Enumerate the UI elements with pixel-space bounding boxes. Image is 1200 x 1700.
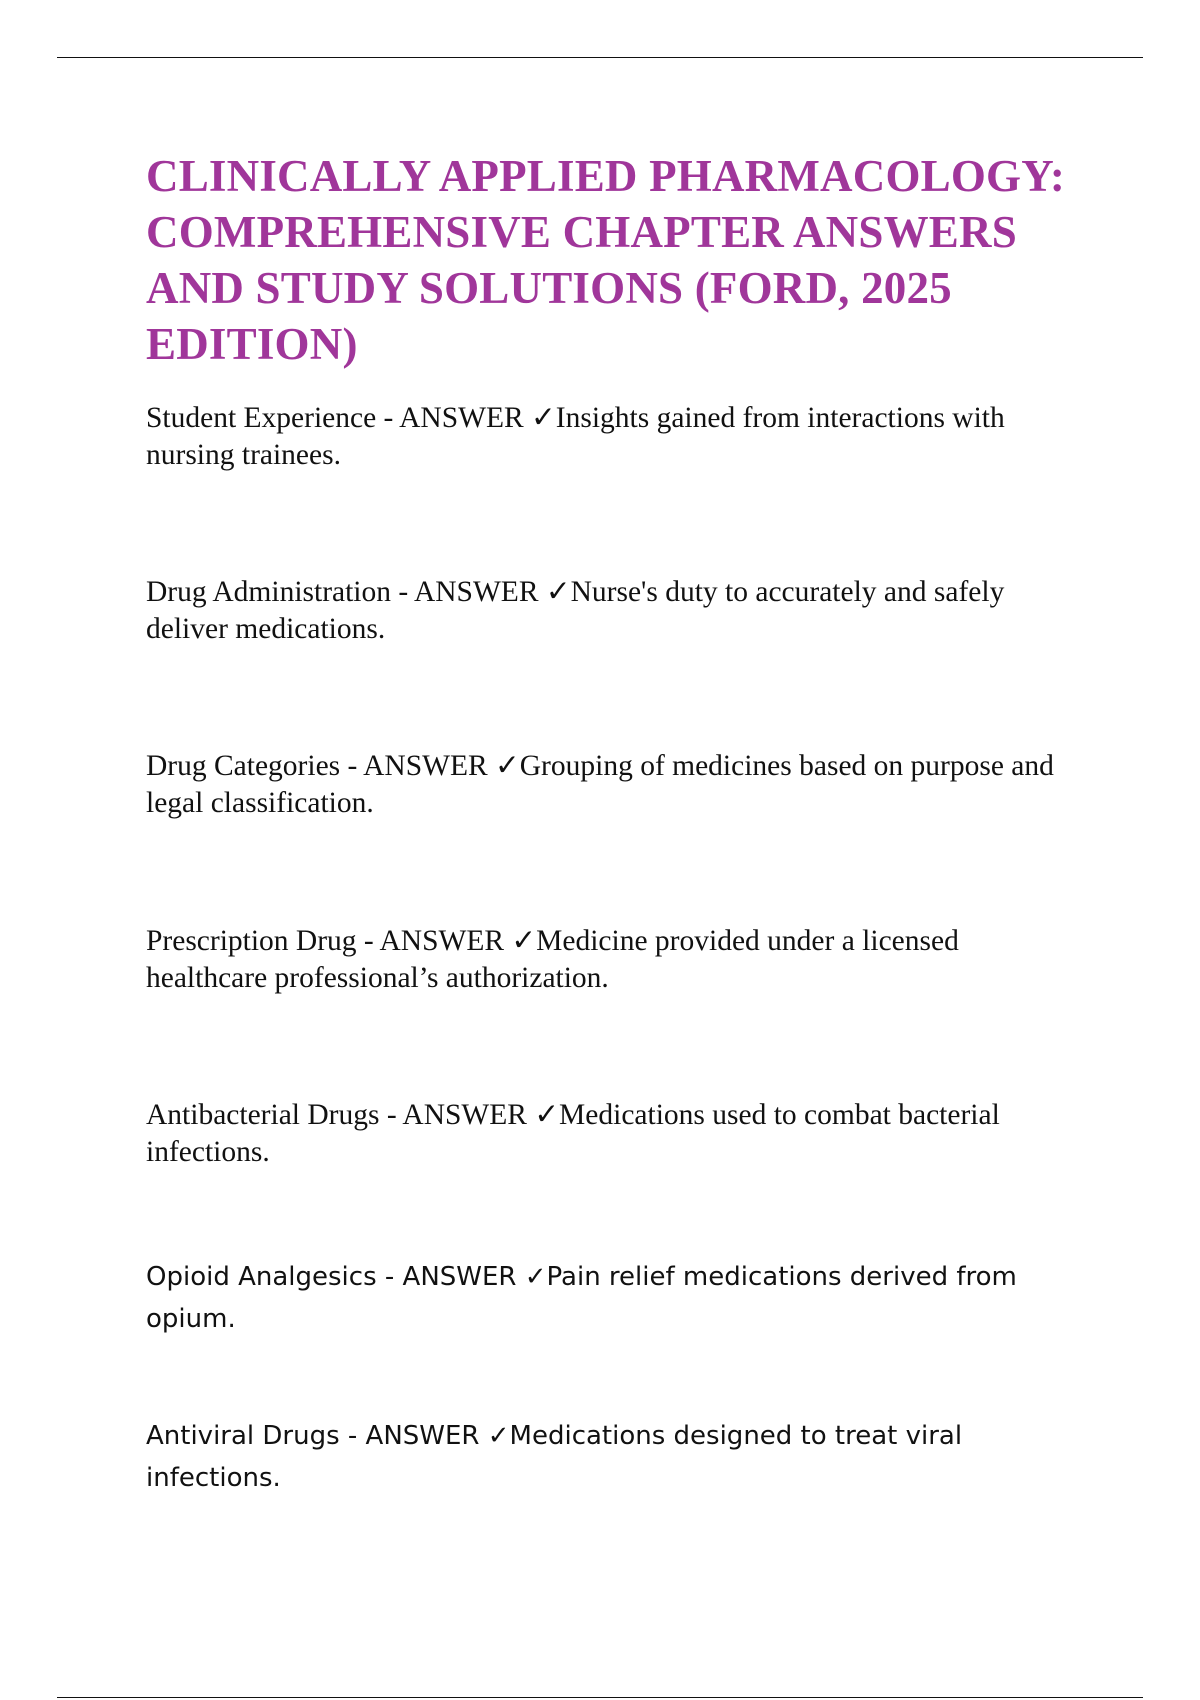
list-item: Antibacterial Drugs - ANSWER ✓Medications used to combat bacterial infections. [146, 1099, 1000, 1168]
document-body [146, 148, 1076, 1493]
list-item: Drug Administration - ANSWER ✓Nurse's duty to accurately and safely deliver medications. [146, 576, 1005, 645]
list-item: Student Experience - ANSWER ✓Insights gained from interactions with nursing trainees. [146, 402, 1005, 471]
list-item: Antiviral Drugs - ANSWER ✓Medications designed to treat viral infections. [146, 1421, 963, 1493]
top-divider [57, 57, 1143, 58]
list-item: Opioid Analgesics - ANSWER ✓Pain relief medications derived from opium. [146, 1262, 1017, 1334]
list-item: Prescription Drug - ANSWER ✓Medicine provided under a licensed healthcare professional’s authorization. [146, 925, 959, 994]
list-item: Drug Categories - ANSWER ✓Grouping of medicines based on purpose and legal classification. [146, 750, 1054, 819]
bottom-divider [57, 1697, 1143, 1698]
document-title: CLINICALLY APPLIED PHARMACOLOGY: COMPREHENSIVE CHAPTER ANSWERS AND STUDY SOLUTIONS (FORD, 2025 EDITION) [146, 151, 1066, 369]
